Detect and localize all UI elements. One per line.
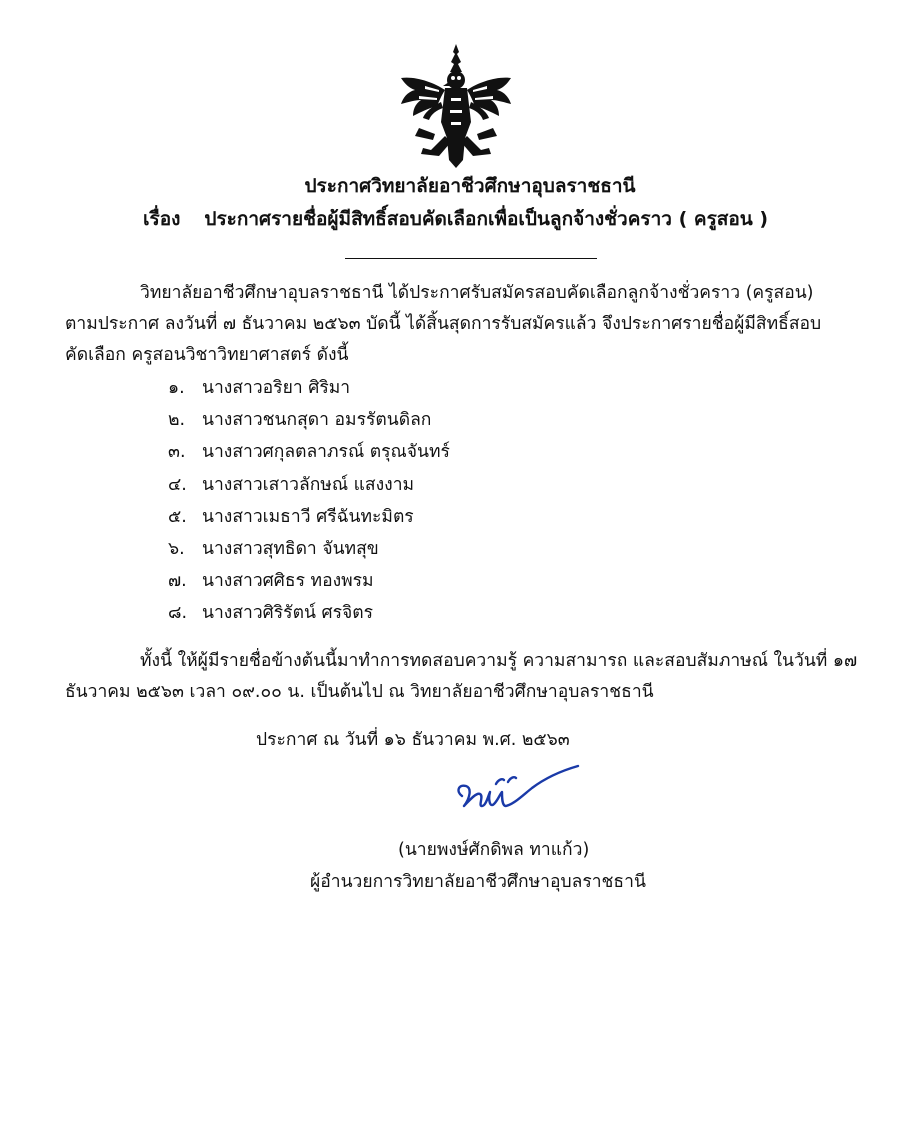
list-item-number: ๓. <box>168 442 186 463</box>
announcement-date: ประกาศ ณ วันที่ ๑๖ ธันวาคม พ.ศ. ๒๕๖๓ <box>256 730 570 750</box>
list-item-number: ๔. <box>168 474 187 495</box>
document-title: ประกาศวิทยาลัยอาชีวศึกษาอุบลราชธานี <box>304 175 636 197</box>
list-item <box>168 533 450 565</box>
list-item-name: นางสาวศศิธร ทองพรม <box>202 571 374 592</box>
list-item <box>168 469 450 501</box>
subject-text: ประกาศรายชื่อผู้มีสิทธิ์สอบคัดเลือกเพื่อเป็นลูกจ้างชั่วคราว ( ครูสอน ) <box>204 208 769 230</box>
list-item-name: นางสาวสุทธิดา จันทสุข <box>202 538 379 559</box>
list-item-number: ๖. <box>168 538 185 559</box>
list-item-number: ๕. <box>168 506 187 527</box>
title-underline <box>345 258 597 259</box>
list-item-number: ๗. <box>168 571 187 592</box>
closing-line-1: ทั้งนี้ ให้ผู้มีรายชื่อข้างต้นนี้มาทำการทดสอบความรู้ ความสามารถ และสอบสัมภาษณ์ ในวันที่ ๑๗ <box>140 651 858 671</box>
closing-line-2: ธันวาคม ๒๕๖๓ เวลา ๐๙.๐๐ น. เป็นต้นไป ณ วิทยาลัยอาชีวศึกษาอุบลราชธานี <box>65 682 654 702</box>
list-item-name: นางสาวศิริรัตน์ ศรจิตร <box>202 603 373 624</box>
list-item-number: ๒. <box>168 410 186 431</box>
list-item-number: ๘. <box>168 603 188 624</box>
intro-line-3: คัดเลือก ครูสอนวิชาวิทยาศาสตร์ ดังนี้ <box>65 345 349 365</box>
subject-label: เรื่อง <box>143 208 181 230</box>
list-item-name: นางสาวเสาวลักษณ์ แสงงาม <box>202 474 415 495</box>
list-item <box>168 372 450 404</box>
list-item-name: นางสาวศกุลตลาภรณ์ ตรุณจันทร์ <box>202 442 450 463</box>
list-item <box>168 436 450 468</box>
list-item-name: นางสาวชนกสุดา อมรรัตนดิลก <box>202 410 432 431</box>
handwritten-signature <box>448 762 588 826</box>
list-item <box>168 565 450 597</box>
list-item-name: นางสาวเมธาวี ศรีฉันทะมิตร <box>202 506 414 527</box>
list-item <box>168 597 450 629</box>
garuda-emblem-icon <box>395 42 517 170</box>
list-item <box>168 404 450 436</box>
candidate-list <box>168 372 450 630</box>
intro-line-2: ตามประกาศ ลงวันที่ ๗ ธันวาคม ๒๕๖๓ บัดนี้ ได้สิ้นสุดการรับสมัครแล้ว จึงประกาศรายชื่อผู้มีสิทธิ์สอบ <box>65 314 822 334</box>
list-item-name: นางสาวอริยา ศิริมา <box>202 378 351 398</box>
signer-position: ผู้อำนวยการวิทยาลัยอาชีวศึกษาอุบลราชธานี <box>310 872 646 892</box>
signer-name: (นายพงษ์ศักดิพล ทาแก้ว) <box>398 840 590 860</box>
list-item-number: ๑. <box>168 378 185 398</box>
list-item <box>168 501 450 533</box>
document-subject <box>143 207 768 231</box>
intro-line-1: วิทยาลัยอาชีวศึกษาอุบลราชธานี ได้ประกาศรับสมัครสอบคัดเลือกลูกจ้างชั่วคราว (ครูสอน) <box>140 283 814 303</box>
